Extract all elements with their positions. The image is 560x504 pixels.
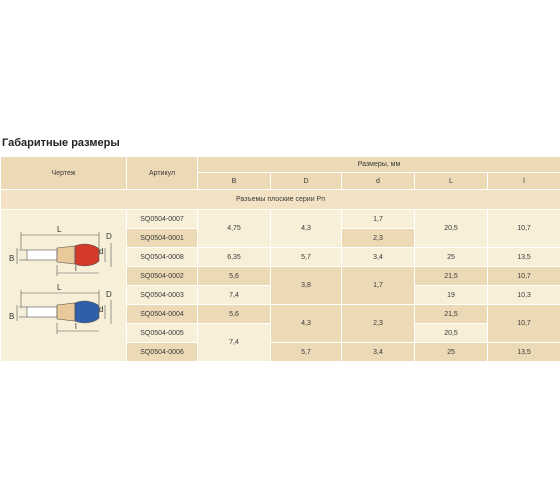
article-cell: SQ0504-0002: [127, 267, 198, 286]
value-L: 21,5: [415, 305, 488, 324]
value-L: 21,5: [415, 267, 488, 286]
article-cell: SQ0504-0008: [127, 248, 198, 267]
header-dimensions: Размеры, мм: [198, 157, 560, 173]
connector-drawing: [9, 221, 119, 351]
value-L: 25: [415, 248, 488, 267]
value-l: 10,7: [488, 210, 560, 248]
header-col-D: D: [271, 173, 342, 190]
article-cell: SQ0504-0005: [127, 324, 198, 343]
dimensions-table: [0, 156, 560, 362]
label-D-bottom: D: [105, 289, 112, 299]
value-b: 7,4: [198, 324, 271, 362]
label-L-top: L: [56, 224, 61, 234]
label-l-top: l: [74, 263, 77, 273]
page-title: Габаритные размеры: [2, 137, 120, 149]
value-l: 13,5: [488, 343, 560, 362]
label-D-top: D: [105, 231, 112, 241]
value-d: 3,4: [342, 343, 415, 362]
header-col-b: B: [198, 173, 271, 190]
article-cell: SQ0504-0007: [127, 210, 198, 229]
header-col-d: d: [342, 173, 415, 190]
header-drawing: Чертеж: [1, 157, 127, 190]
value-L: 25: [415, 343, 488, 362]
value-d: 2,3: [342, 305, 415, 343]
label-l-bottom: l: [74, 321, 77, 331]
section-title: Разъемы плоские серии Рп: [1, 190, 560, 210]
value-b: 6,35: [198, 248, 271, 267]
label-d-top: d: [98, 246, 103, 256]
value-l: 10,7: [488, 267, 560, 286]
label-d-bottom: d: [98, 304, 103, 314]
value-L: 20,5: [415, 324, 488, 343]
value-l: 10,7: [488, 305, 560, 343]
value-D: 3,8: [271, 267, 342, 305]
value-d: 1,7: [342, 267, 415, 305]
article-cell: SQ0504-0003: [127, 286, 198, 305]
article-cell: SQ0504-0006: [127, 343, 198, 362]
connector-drawing-bottom: [17, 290, 111, 334]
value-D: 5,7: [271, 248, 342, 267]
drawing-cell: [1, 210, 127, 362]
value-d: 1,7: [342, 210, 415, 229]
value-d: 3,4: [342, 248, 415, 267]
value-l: 10,3: [488, 286, 560, 305]
article-cell: SQ0504-0001: [127, 229, 198, 248]
value-D: 4,3: [271, 210, 342, 248]
label-L-bottom: L: [56, 282, 61, 292]
value-b: 4,75: [198, 210, 271, 248]
header-article: Артикул: [127, 157, 198, 190]
label-B-bottom: B: [8, 311, 14, 321]
value-D: 5,7: [271, 343, 342, 362]
value-l: 13,5: [488, 248, 560, 267]
article-cell: SQ0504-0004: [127, 305, 198, 324]
label-B-top: B: [8, 253, 14, 263]
header-col-l: l: [488, 173, 560, 190]
header-col-L: L: [415, 173, 488, 190]
value-d: 2,3: [342, 229, 415, 248]
value-b: 5,6: [198, 267, 271, 286]
value-L: 20,5: [415, 210, 488, 248]
value-b: 7,4: [198, 286, 271, 305]
value-L: 19: [415, 286, 488, 305]
value-D: 4,3: [271, 305, 342, 343]
value-b: 5,6: [198, 305, 271, 324]
connector-drawing-top: [17, 232, 111, 276]
